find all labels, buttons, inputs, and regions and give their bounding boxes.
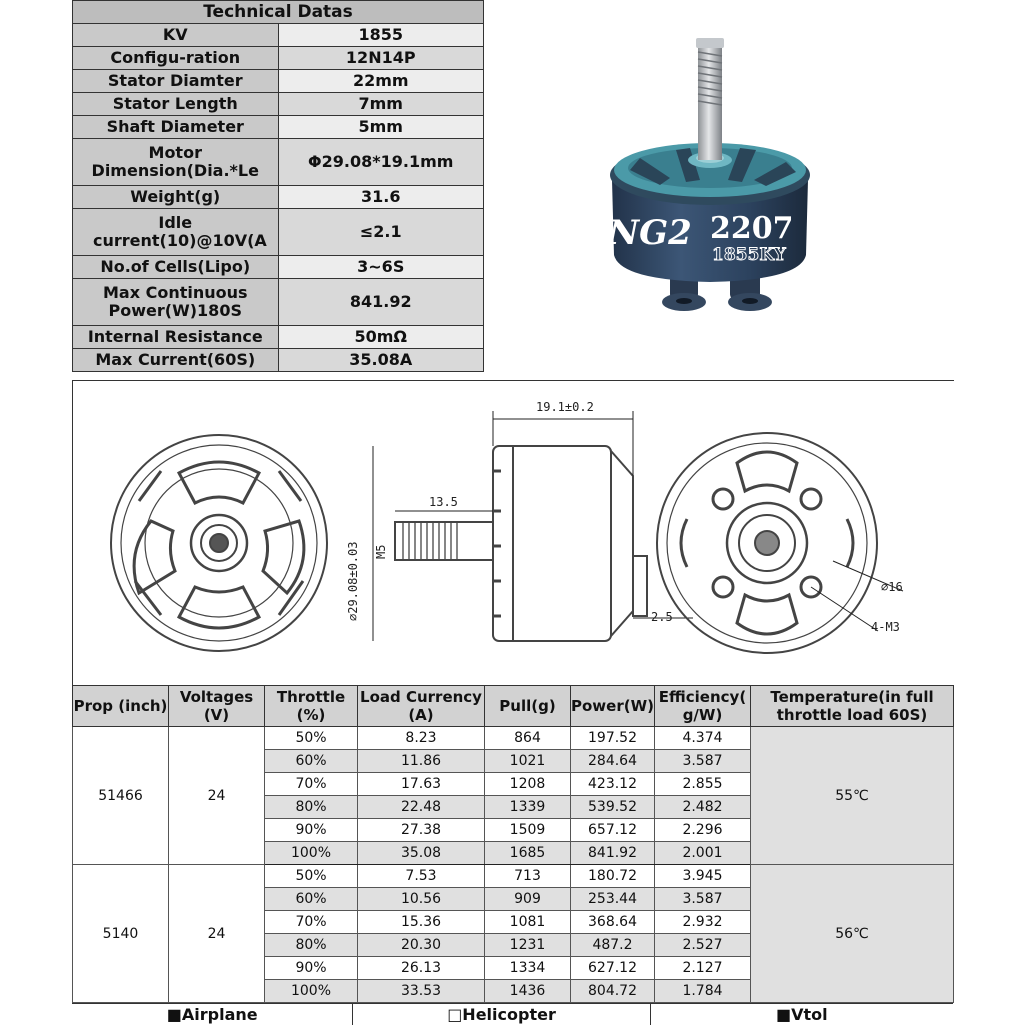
screw-dimension: 4-M3 [871,620,900,634]
spec-value: 3~6S [278,256,484,279]
pull-cell: 1208 [485,773,571,796]
table-row [73,727,954,750]
efficiency-cell: 2.127 [655,957,751,980]
current-cell: 33.53 [358,980,485,1003]
front-view [111,435,327,651]
col-header-efficiency: Efficiency( g/W) [655,686,751,727]
current-cell: 20.30 [358,934,485,957]
throttle-cell: 90% [265,819,358,842]
spec-row [73,209,484,256]
prop-cell: 5140 [73,865,169,1003]
spec-value: 5mm [278,116,484,139]
spec-label: Configu-ration [73,47,279,70]
spec-row [73,139,484,186]
efficiency-cell: 2.855 [655,773,751,796]
spec-row [73,47,484,70]
spec-value: 7mm [278,93,484,116]
bottom-view [657,433,903,653]
pull-cell: 1339 [485,796,571,819]
throttle-cell: 50% [265,865,358,888]
spec-label: KV [73,24,279,47]
power-cell: 197.52 [571,727,655,750]
spec-row [73,349,484,372]
performance-table [72,685,954,1003]
spec-label: Internal Resistance [73,326,279,349]
spec-row [73,326,484,349]
base-dimension: 2.5 [651,610,673,624]
pull-cell: 1081 [485,911,571,934]
col-header-prop: Prop (inch) [73,686,169,727]
spec-row [73,186,484,209]
perf-header-row [73,686,954,727]
power-cell: 539.52 [571,796,655,819]
spec-label: Shaft Diameter [73,116,279,139]
current-cell: 10.56 [358,888,485,911]
side-view [373,411,693,641]
helicopter-tag: □Helicopter [352,1004,649,1025]
throttle-cell: 90% [265,957,358,980]
throttle-cell: 60% [265,750,358,773]
throttle-cell: 100% [265,842,358,865]
current-cell: 27.38 [358,819,485,842]
power-cell: 804.72 [571,980,655,1003]
throttle-cell: 80% [265,934,358,957]
spec-label: Weight(g) [73,186,279,209]
thread-dimension: M5 [374,544,388,559]
throttle-cell: 70% [265,911,358,934]
spec-label: Max Current(60S) [73,349,279,372]
efficiency-cell: 3.587 [655,750,751,773]
spec-label: Stator Length [73,93,279,116]
efficiency-cell: 3.587 [655,888,751,911]
spec-row [73,24,484,47]
temperature-cell: 56℃ [751,865,954,1003]
spec-row [73,116,484,139]
spec-value: 841.92 [278,279,484,326]
length-dimension: 19.1±0.2 [536,400,594,414]
col-header-pull: Pull(g) [485,686,571,727]
throttle-cell: 60% [265,888,358,911]
pull-cell: 864 [485,727,571,750]
efficiency-cell: 2.001 [655,842,751,865]
technical-drawing [72,380,954,686]
motor-shaft [696,38,724,160]
power-cell: 253.44 [571,888,655,911]
airplane-tag: ■Airplane [166,1005,258,1024]
current-cell: 15.36 [358,911,485,934]
spec-label: Stator Diamter [73,70,279,93]
spec-row [73,279,484,326]
spec-label: Idle current(10)@10V(A [73,209,279,256]
spec-label: Motor Dimension(Dia.*Le [73,139,279,186]
throttle-cell: 50% [265,727,358,750]
pull-cell: 1334 [485,957,571,980]
efficiency-cell: 2.527 [655,934,751,957]
table-row [73,865,954,888]
pull-cell: 1509 [485,819,571,842]
prop-cell: 51466 [73,727,169,865]
pull-cell: 713 [485,865,571,888]
pull-cell: 1231 [485,934,571,957]
power-cell: 487.2 [571,934,655,957]
throttle-cell: 80% [265,796,358,819]
current-cell: 11.86 [358,750,485,773]
col-header-voltage: Voltages (V) [169,686,265,727]
spec-table [72,0,484,372]
current-cell: 26.13 [358,957,485,980]
shaft-length-dimension: 13.5 [429,495,458,509]
efficiency-cell: 2.296 [655,819,751,842]
power-cell: 368.64 [571,911,655,934]
spec-value: 50mΩ [278,326,484,349]
brand-logo: NG2 [608,213,692,253]
spec-row [73,256,484,279]
power-cell: 657.12 [571,819,655,842]
power-cell: 627.12 [571,957,655,980]
spec-value: 31.6 [278,186,484,209]
spec-label: Max Continuous Power(W)180S [73,279,279,326]
power-cell: 284.64 [571,750,655,773]
spec-row [73,93,484,116]
efficiency-cell: 4.374 [655,727,751,750]
spec-value: 22mm [278,70,484,93]
voltage-cell: 24 [169,727,265,865]
pull-cell: 909 [485,888,571,911]
pull-cell: 1021 [485,750,571,773]
spec-value: 35.08A [278,349,484,372]
kv-label: 1855KY [712,245,786,265]
throttle-cell: 70% [265,773,358,796]
efficiency-cell: 2.482 [655,796,751,819]
efficiency-cell: 2.932 [655,911,751,934]
col-header-power: Power(W) [571,686,655,727]
current-cell: 17.63 [358,773,485,796]
pull-cell: 1436 [485,980,571,1003]
col-header-temperature: Temperature(in full throttle load 60S) [751,686,954,727]
spec-label: No.of Cells(Lipo) [73,256,279,279]
spec-value: Φ29.08*19.1mm [278,139,484,186]
model-label: 2207 [710,211,794,246]
current-cell: 7.53 [358,865,485,888]
current-cell: 8.23 [358,727,485,750]
bolt-circle-dimension: ⌀16 [881,580,903,594]
spec-value: 1855 [278,24,484,47]
efficiency-cell: 3.945 [655,865,751,888]
power-cell: 180.72 [571,865,655,888]
temperature-cell: 55℃ [751,727,954,865]
spec-value: 12N14P [278,47,484,70]
spec-row [73,70,484,93]
motor-product-image [600,30,820,330]
current-cell: 35.08 [358,842,485,865]
col-header-current: Load Currency (A) [358,686,485,727]
voltage-cell: 24 [169,865,265,1003]
application-footer [72,1003,953,1025]
col-header-throttle: Throttle (%) [265,686,358,727]
spec-title: Technical Datas [73,1,484,24]
power-cell: 841.92 [571,842,655,865]
current-cell: 22.48 [358,796,485,819]
efficiency-cell: 1.784 [655,980,751,1003]
power-cell: 423.12 [571,773,655,796]
pull-cell: 1685 [485,842,571,865]
vtol-tag: ■Vtol [650,1004,953,1025]
throttle-cell: 100% [265,980,358,1003]
diameter-dimension: ⌀29.08±0.03 [346,541,360,621]
spec-value: ≤2.1 [278,209,484,256]
